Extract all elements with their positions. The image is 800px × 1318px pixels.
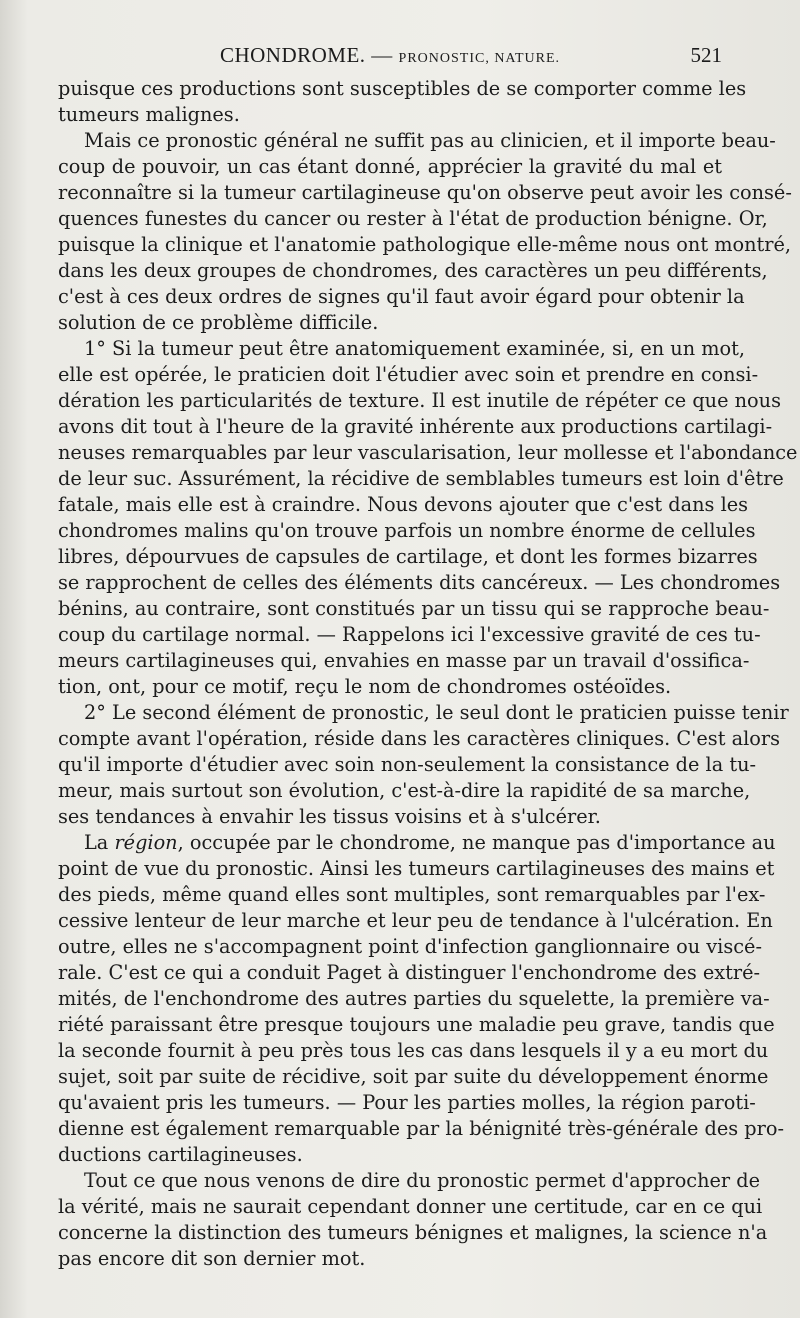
text-line: avons dit tout à l'heure de la gravité inhérente aux productions cartilagi- bbox=[58, 415, 773, 438]
text-line: dienne est également remarquable par la bénignité très-générale des pro- bbox=[58, 1117, 784, 1140]
chapter-title: CHONDROME. bbox=[219, 43, 366, 67]
text-line: se rapprochent de celles des éléments dits cancéreux. — Les chondromes bbox=[58, 571, 781, 594]
text-line: ses tendances à envahir les tissus voisins et à s'ulcérer. bbox=[58, 805, 601, 828]
text-line: concerne la distinction des tumeurs bénignes et malignes, la science n'a bbox=[58, 1221, 768, 1244]
running-head bbox=[58, 43, 722, 73]
text-line: rale. C'est ce qui a conduit Paget à distinguer l'enchondrome des extré- bbox=[58, 961, 761, 984]
text-line: outre, elles ne s'accompagnent point d'infection ganglionnaire ou viscé- bbox=[58, 935, 762, 958]
text-line: sujet, soit par suite de récidive, soit par suite du développement énorme bbox=[58, 1065, 769, 1088]
text-line: meurs cartilagineuses qui, envahies en masse par un travail d'ossifica- bbox=[58, 649, 750, 672]
text-line: ductions cartilagineuses. bbox=[58, 1143, 303, 1166]
text-line: point de vue du pronostic. Ainsi les tumeurs cartilagineuses des mains et bbox=[58, 857, 775, 880]
text-line: libres, dépourvues de capsules de cartilage, et dont les formes bizarres bbox=[58, 545, 758, 568]
text-line: riété paraissant être presque toujours une maladie peu grave, tandis que bbox=[58, 1013, 775, 1036]
text-line: la vérité, mais ne saurait cependant donner une certitude, car en ce qui bbox=[58, 1195, 763, 1218]
text-line: coup de pouvoir, un cas étant donné, apprécier la gravité du mal et bbox=[58, 155, 722, 178]
page-number: 521 bbox=[690, 43, 722, 67]
text-line: la seconde fournit à peu près tous les cas dans lesquels il y a eu mort du bbox=[58, 1039, 769, 1062]
body-text bbox=[58, 76, 798, 1272]
text-line: dération les particularités de texture. Il est inutile de répéter ce que nous bbox=[58, 389, 781, 412]
title-dash: — bbox=[371, 43, 393, 67]
text-line: 1° Si la tumeur peut être anatomiquement examinée, si, en un mot, bbox=[84, 337, 746, 360]
text-line: fatale, mais elle est à craindre. Nous devons ajouter que c'est dans les bbox=[58, 493, 749, 516]
text-line: La région, occupée par le chondrome, ne manque pas d'importance au bbox=[84, 831, 776, 854]
text-line: reconnaître si la tumeur cartilagineuse qu'on observe peut avoir les consé- bbox=[58, 181, 792, 204]
text-line: tumeurs malignes. bbox=[58, 103, 240, 126]
text-line: de leur suc. Assurément, la récidive de semblables tumeurs est loin d'être bbox=[58, 467, 784, 490]
text-line: c'est à ces deux ordres de signes qu'il faut avoir égard pour obtenir la bbox=[58, 285, 745, 308]
text-line: neuses remarquables par leur vascularisation, leur mollesse et l'abondance bbox=[58, 441, 798, 464]
text-line: pas encore dit son dernier mot. bbox=[58, 1247, 366, 1270]
text-line: qu'avaient pris les tumeurs. — Pour les parties molles, la région paroti- bbox=[58, 1091, 756, 1114]
text-line: meur, mais surtout son évolution, c'est-à-dire la rapidité de sa marche, bbox=[58, 779, 751, 802]
text-line: quences funestes du cancer ou rester à l'état de production bénigne. Or, bbox=[58, 207, 768, 230]
text-line: mités, de l'enchondrome des autres parties du squelette, la première va- bbox=[58, 987, 770, 1010]
running-title bbox=[58, 43, 722, 68]
text-line: puisque ces productions sont susceptibles de se comporter comme les bbox=[58, 77, 747, 100]
text-line: solution de ce problème difficile. bbox=[58, 311, 379, 334]
text-line: Mais ce pronostic général ne suffit pas au clinicien, et il importe beau- bbox=[84, 129, 776, 152]
text-line: qu'il importe d'étudier avec soin non-seulement la consistance de la tu- bbox=[58, 753, 757, 776]
text-line: Tout ce que nous venons de dire du pronostic permet d'approcher de bbox=[84, 1169, 761, 1192]
section-subtitle: PRONOSTIC, NATURE. bbox=[398, 51, 561, 66]
text-line: des pieds, même quand elles sont multiples, sont remarquables par l'ex- bbox=[58, 883, 766, 906]
text-line: elle est opérée, le praticien doit l'étudier avec soin et prendre en consi- bbox=[58, 363, 759, 386]
text-line: tion, ont, pour ce motif, reçu le nom de chondromes ostéoïdes. bbox=[58, 675, 672, 698]
text-line: compte avant l'opération, réside dans les caractères cliniques. C'est alors bbox=[58, 727, 780, 750]
text-line: bénins, au contraire, sont constitués par un tissu qui se rapproche beau- bbox=[58, 597, 770, 620]
text-line: dans les deux groupes de chondromes, des caractères un peu différents, bbox=[58, 259, 768, 282]
text-line: cessive lenteur de leur marche et leur peu de tendance à l'ulcération. En bbox=[58, 909, 773, 932]
text-line: puisque la clinique et l'anatomie pathologique elle-même nous ont montré, bbox=[58, 233, 792, 256]
text-line: chondromes malins qu'on trouve parfois un nombre énorme de cellules bbox=[58, 519, 756, 542]
text-line: 2° Le second élément de pronostic, le seul dont le praticien puisse tenir bbox=[84, 701, 789, 724]
text-line: coup du cartilage normal. — Rappelons ici l'excessive gravité de ces tu- bbox=[58, 623, 761, 646]
